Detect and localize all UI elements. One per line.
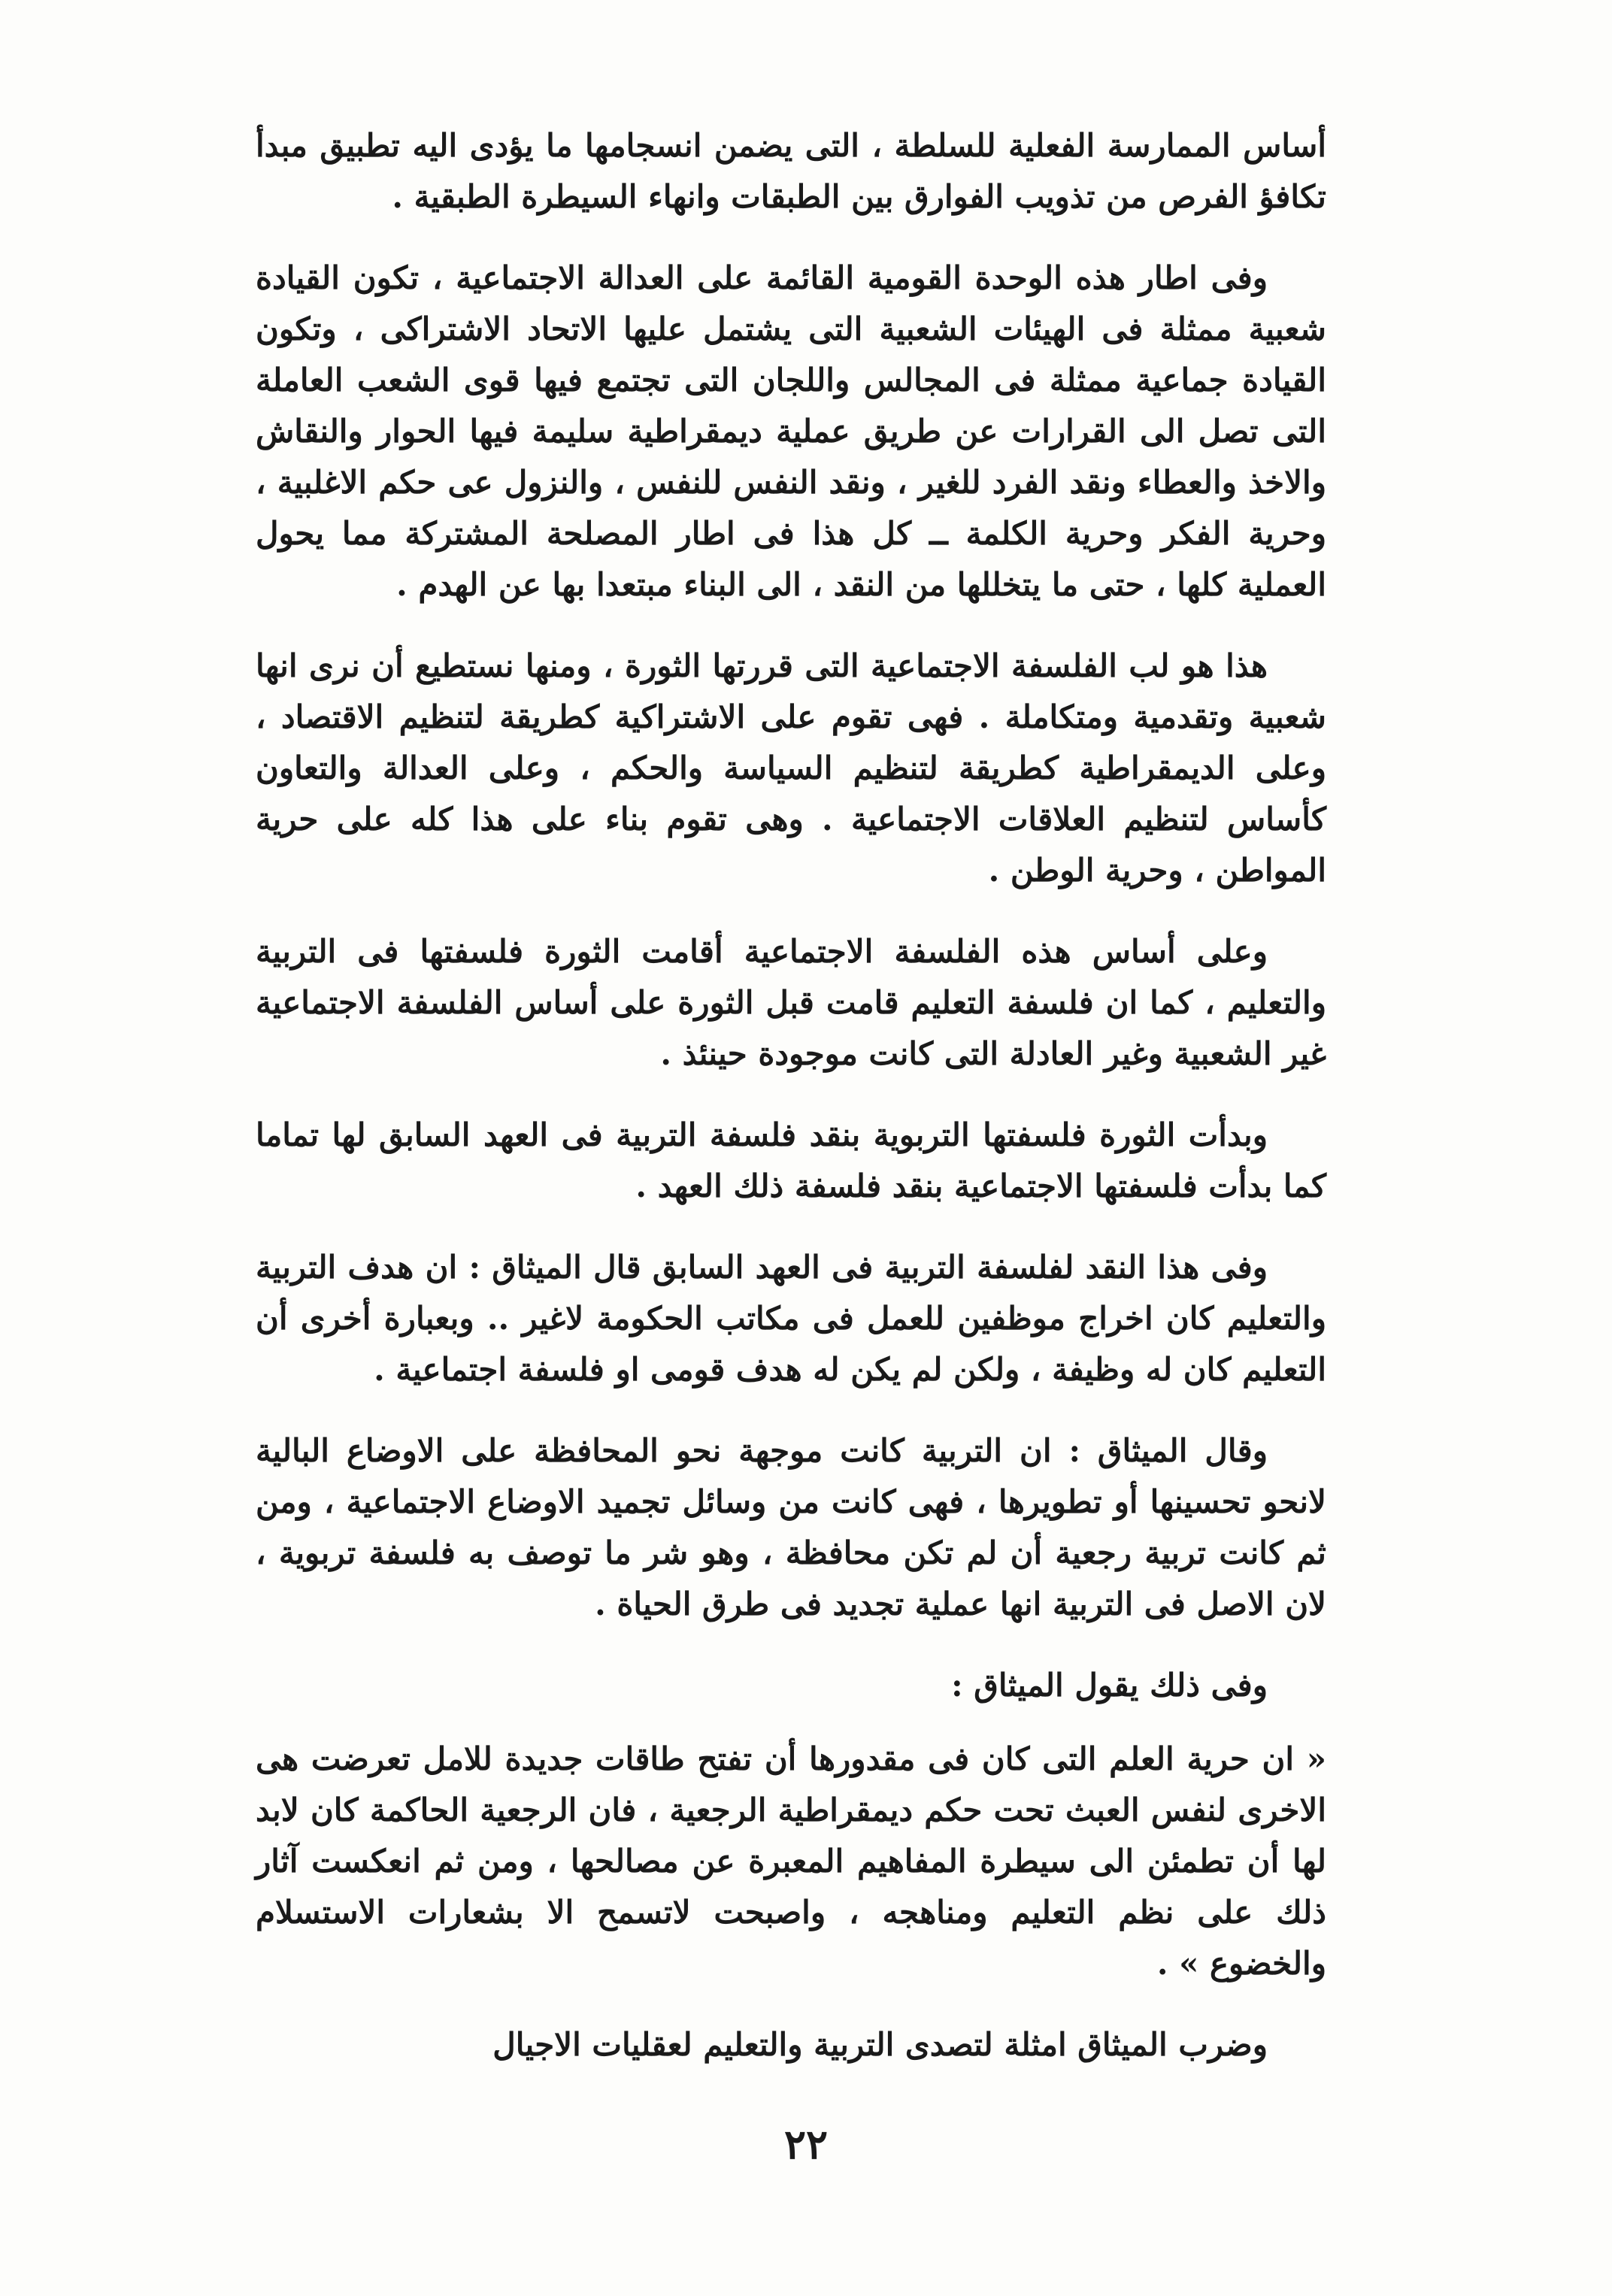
quote-paragraph: « ان حرية العلم التى كان فى مقدورها أن تفتح طاقات جديدة للامل تعرضت هى الاخرى لنفس العبث تحت حكم ديمقراطية الرجعية ، فان الرجعية الحاكمة كان لابد لها أن تطمئن الى سيطرة المفاهيم المعبرة عن مصالحها ، ومن ثم انعكست آثار ذلك على نظم التعليم ومناهجه ، واصبحت لاتسمح الا بشعارات الاستسلام والخضوع » .	[256, 1740, 1326, 1982]
paragraph-3: هذا هو لب الفلسفة الاجتماعية التى قررتها الثورة ، ومنها نستطيع أن نرى انها شعبية وتقدمية ومتكاملة . فهى تقوم على الاشتراكية كطريقة لتنظيم الاقتصاد ، وعلى الديمقراطية كطريقة لتنظيم السياسة والحكم ، وعلى العدالة والتعاون كأساس لتنظيم العلاقات الاجتماعية . وهى تقوم بناء على هذا كله على حرية المواطن ، وحرية الوطن .	[256, 647, 1326, 889]
paragraph-10: وضرب الميثاق امثلة لتصدى التربية والتعليم لعقليات الاجيال	[492, 2026, 1268, 2063]
paragraph-2: وفى اطار هذه الوحدة القومية القائمة على العدالة الاجتماعية ، تكون القيادة شعبية ممثلة فى الهيئات الشعبية التى يشتمل عليها الاتحاد الاشتراكى ، وتكون القيادة جماعية ممثلة فى المجالس واللجان التى تجتمع فيها قوى الشعب العاملة التى تصل الى القرارات عن طريق عملية ديمقراطية سليمة فيها الحوار والنقاش والاخذ والعطاء ونقد الفرد للغير ، ونقد النفس للنفس ، والنزول عى حكم الاغلبية ، وحرية الفكر وحرية الكلمة ــ كل هذا فى اطار المصلحة المشتركة مما يحول العملية كلها ، حتى ما يتخللها من النقد ، الى البناء مبتعدا بها عن الهدم .	[256, 259, 1327, 603]
paragraph-4: وعلى أساس هذه الفلسفة الاجتماعية أقامت الثورة فلسفتها فى التربية والتعليم ، كما ان فلسفة التعليم قامت قبل الثورة على أساس الفلسفة الاجتماعية غير الشعبية وغير العادلة التى كانت موجودة حينئذ .	[256, 933, 1326, 1072]
paragraph-6: وفى هذا النقد لفلسفة التربية فى العهد السابق قال الميثاق : ان هدف التربية والتعليم كان اخراج موظفين للعمل فى مكاتب الحكومة لاغير .. وبعبارة أخرى أن التعليم كان له وظيفة ، ولكن لم يكن له هدف قومى او فلسفة اجتماعية .	[256, 1249, 1326, 1388]
page-number: ٢٢	[783, 2120, 828, 2168]
paragraph-5: وبدأت الثورة فلسفتها التربوية بنقد فلسفة التربية فى العهد السابق لها تماما كما بدأت فلسفتها الاجتماعية بنقد فلسفة ذلك العهد .	[256, 1116, 1326, 1204]
paragraph-8: وفى ذلك يقول الميثاق :	[951, 1667, 1268, 1704]
paragraph-1: أساس الممارسة الفعلية للسلطة ، التى يضمن انسجامها ما يؤدى اليه تطبيق مبدأ تكافؤ الفرص من تذويب الفوارق بين الطبقات وانهاء السيطرة الطبقية .	[256, 127, 1326, 215]
body-text	[256, 120, 1326, 2101]
paragraph-7: وقال الميثاق : ان التربية كانت موجهة نحو المحافظة على الاوضاع البالية لانحو تحسينها أو تطويرها ، فهى كانت من وسائل تجميد الاوضاع الاجتماعية ، ومن ثم كانت تربية رجعية أن لم تكن محافظة ، وهو شر ما توصف به فلسفة تربوية ، لان الاصل فى التربية انها عملية تجديد فى طرق الحياة .	[256, 1432, 1326, 1622]
